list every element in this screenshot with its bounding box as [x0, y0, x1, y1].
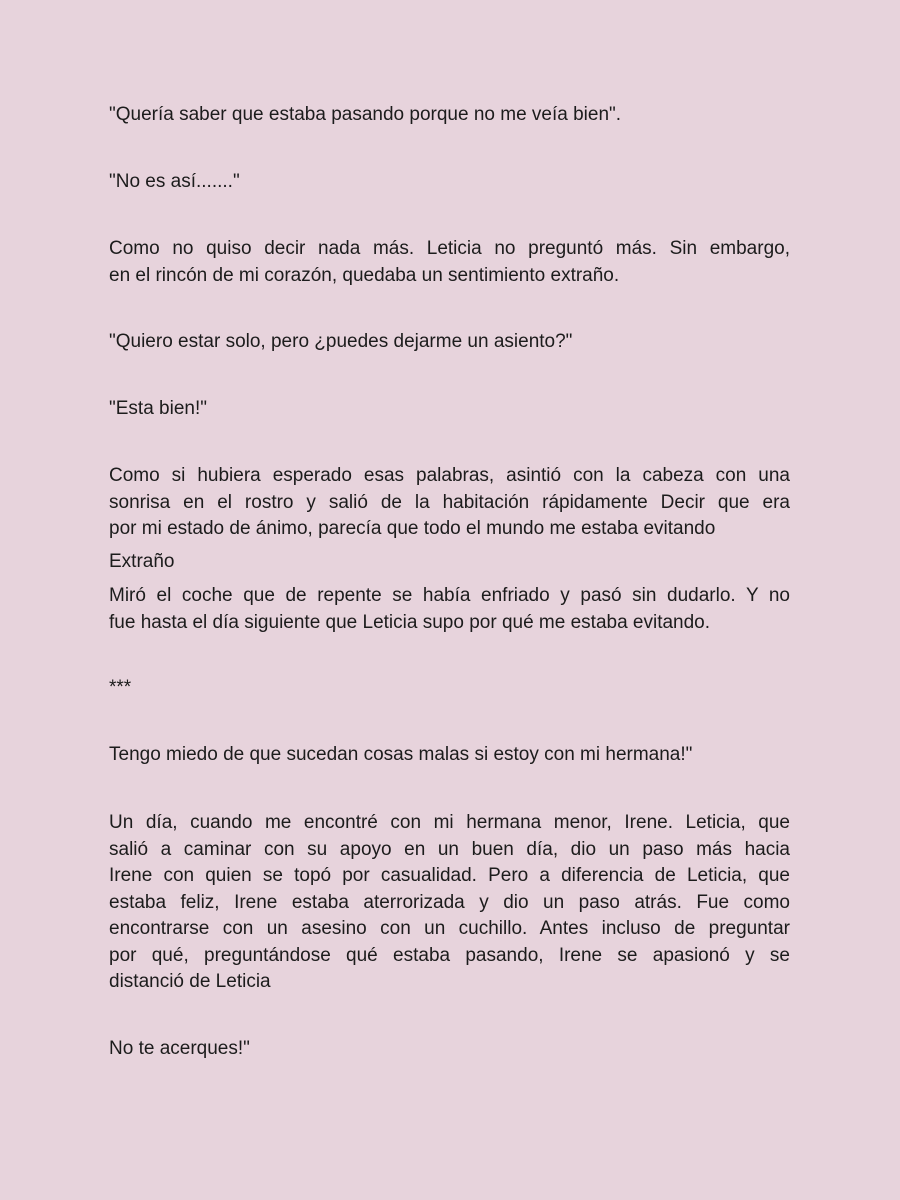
paragraph-10 [109, 742, 790, 769]
paragraph-7 [109, 549, 790, 576]
text-line: "No es así......." [109, 171, 240, 192]
paragraph-2 [109, 169, 790, 196]
text-line: *** [109, 677, 132, 698]
text-line: Miró el coche que de repente se había enfriado y pasó sin dudarlo. Y no [109, 585, 790, 606]
text-line: "Quiero estar solo, pero ¿puedes dejarme un asiento?" [109, 331, 573, 352]
text-line: salió a caminar con su apoyo en un buen día, dio un paso más hacia [109, 838, 790, 860]
text-line: "Esta bien!" [109, 398, 207, 419]
text-line: en el rincón de mi corazón, quedaba un sentimiento extraño. [109, 264, 620, 286]
text-line: Como si hubiera esperado esas palabras, asintió con la cabeza con una [109, 465, 790, 486]
text-line: por mi estado de ánimo, parecía que todo el mundo me estaba evitando [109, 518, 716, 539]
paragraph-8 [109, 583, 790, 636]
text-line: fue hasta el día siguiente que Leticia supo por qué me estaba evitando. [109, 611, 711, 633]
text-line: Como no quiso decir nada más. Leticia no preguntó más. Sin embargo, [109, 238, 790, 259]
paragraph-6 [109, 463, 790, 543]
paragraph-12 [109, 1036, 790, 1063]
paragraph-1 [109, 102, 790, 129]
paragraph-9 [109, 675, 790, 702]
document-page [109, 0, 790, 1200]
text-line: por qué, preguntándose qué estaba pasando, Irene se apasionó y se [109, 944, 790, 966]
text-line: sonrisa en el rostro y salió de la habitación rápidamente Decir que era [109, 491, 790, 513]
text-line: Extraño [109, 551, 175, 572]
paragraph-3 [109, 236, 790, 289]
paragraph-4 [109, 329, 790, 356]
text-line: distanció de Leticia [109, 971, 271, 992]
text-line: Irene con quien se topó por casualidad. Pero a diferencia de Leticia, que [109, 865, 790, 886]
text-line: Tengo miedo de que sucedan cosas malas si estoy con mi hermana!" [109, 744, 693, 765]
text-line: encontrarse con un asesino con un cuchillo. Antes incluso de preguntar [109, 918, 790, 939]
paragraph-5 [109, 396, 790, 423]
text-line: Un día, cuando me encontré con mi hermana menor, Irene. Leticia, que [109, 812, 790, 833]
text-line: No te acerques!" [109, 1038, 250, 1059]
text-line: estaba feliz, Irene estaba aterrorizada y dio un paso atrás. Fue como [109, 891, 790, 913]
text-line: "Quería saber que estaba pasando porque no me veía bien". [109, 104, 622, 125]
paragraph-11 [109, 810, 790, 996]
